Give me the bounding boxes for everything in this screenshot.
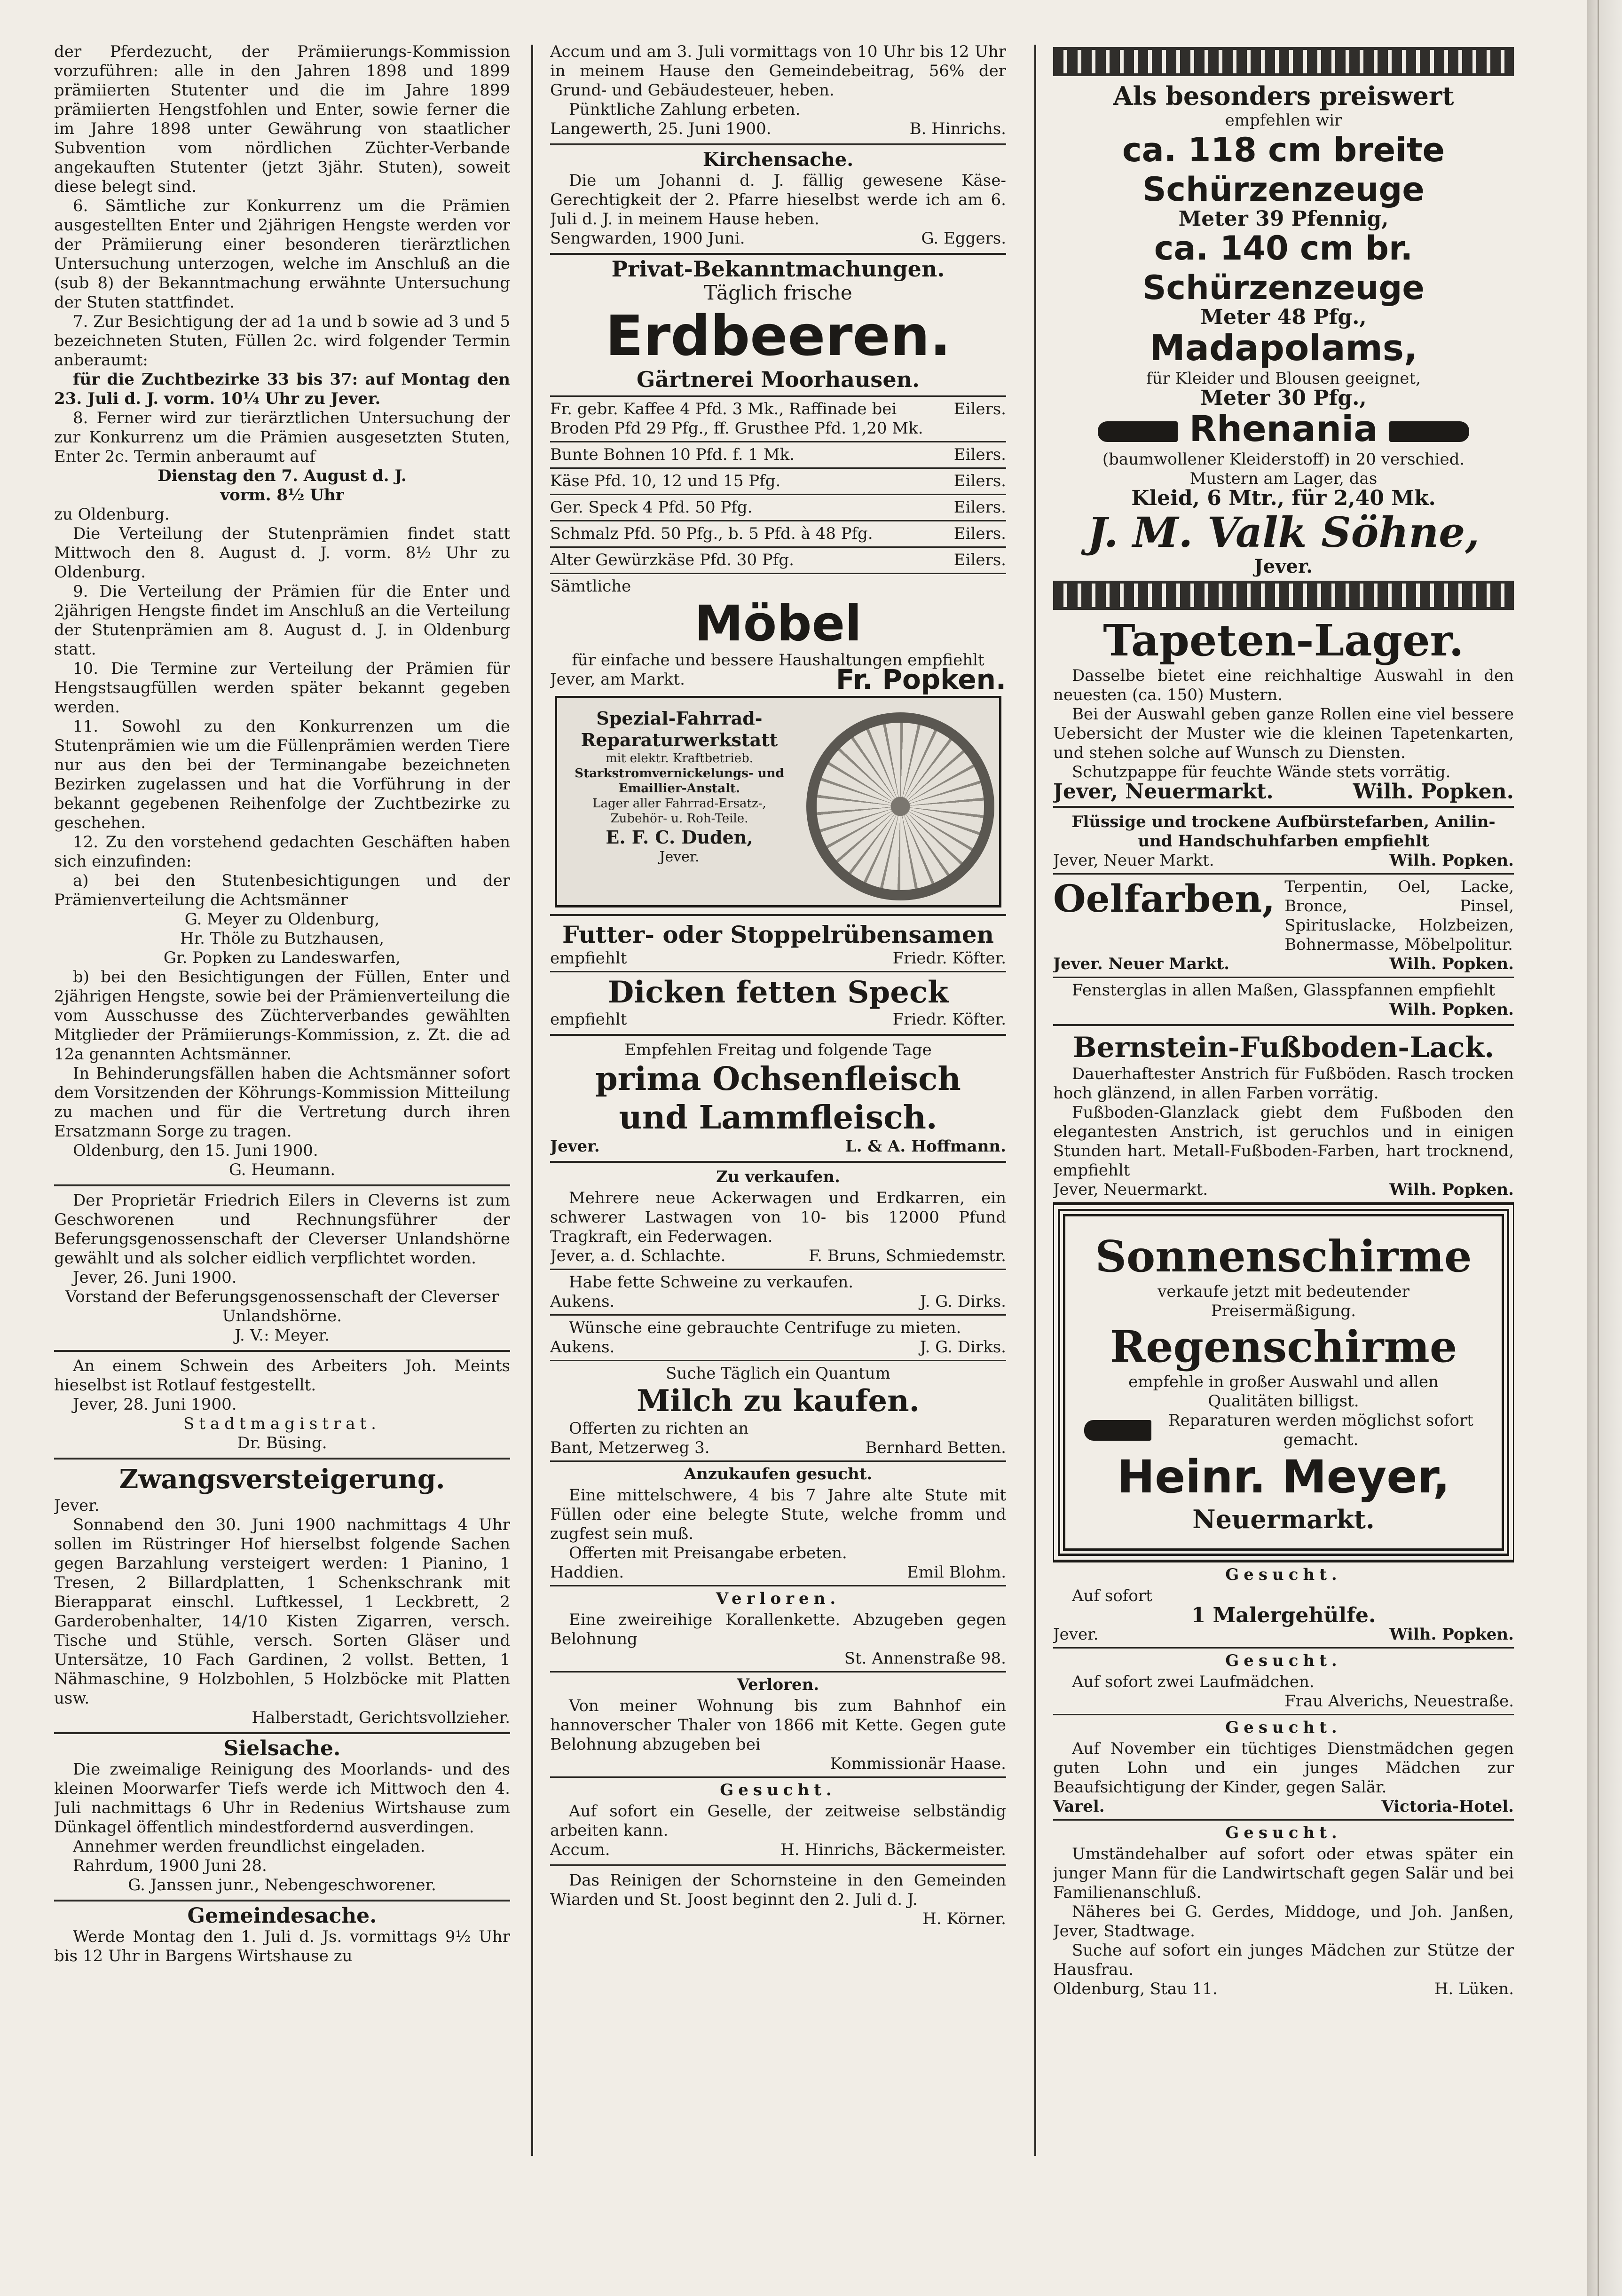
signature: J. G. Dirks. bbox=[920, 1292, 1006, 1311]
price-text: Fr. gebr. Kaffee 4 Pfd. 3 Mk., Raffinade bei Broden Pfd 29 Pfg., ff. Grusthee Pfd. 1,20 Mk. bbox=[550, 400, 923, 438]
text-paragraph: Die um Johanni d. J. fällig gewesene Käse-Gerechtigkeit der 2. Pfarre hieselbst werde ich am 6. Juli d. J. in meinem Hause heben. bbox=[550, 171, 1006, 229]
divider bbox=[1053, 1819, 1514, 1821]
signature: Wilh. Popken. bbox=[1389, 1000, 1514, 1019]
price-seller: Eilers. bbox=[953, 524, 1006, 543]
headline: Regenschirme bbox=[1110, 1321, 1457, 1372]
signature: J. M. Valk Söhne, bbox=[1087, 508, 1480, 557]
text-paragraph: a) bei den Stutenbesichtigungen und der Prämienverteilung die Achtsmänner bbox=[54, 871, 510, 909]
text-paragraph: Suche auf sofort ein junges Mädchen zur Stütze der Hausfrau. bbox=[1053, 1941, 1514, 1979]
place: Jever. bbox=[659, 849, 700, 865]
signature: J. V.: Meyer. bbox=[235, 1326, 330, 1345]
text-paragraph: 12. Zu den vorstehend gedachten Geschäften haben sich einzufinden: bbox=[54, 833, 510, 871]
price-seller: Eilers. bbox=[953, 472, 1006, 490]
text-line: zu Oldenburg. bbox=[54, 505, 170, 524]
text-paragraph: b) bei den Besichtigungen der Füllen, Enter und 2jährigen Hengste, sowie bei der Prämienverteilung die vom Ausschusse des Züchterverbandes gewählten Mitglieder der Prämiierungs-Kommission, z. Zt. die ad 12a genannten Achtsmänner. bbox=[54, 968, 510, 1064]
place-date: Langewerth, 25. Juni 1900. bbox=[550, 119, 772, 138]
price-line: Kleid, 6 Mtr., für 2,40 Mk. bbox=[1131, 486, 1436, 510]
text-paragraph: Eine zweireihige Korallenkette. Abzugeben gegen Belohnung bbox=[550, 1610, 1006, 1649]
signature: G. Janssen junr., Nebengeschworener. bbox=[128, 1876, 436, 1894]
heading: Gesucht. bbox=[720, 1781, 836, 1799]
text-line: Habe fette Schweine zu verkaufen. bbox=[569, 1273, 854, 1292]
heading: Verloren. bbox=[716, 1589, 841, 1608]
signature: Wilh. Popken. bbox=[1389, 1625, 1514, 1644]
text-paragraph: 6. Sämtliche zur Konkurrenz um die Prämien ausgestellten Enter und 2jährigen Hengste werden vor der Prämiierung einer besonderen tierärztlichen Untersuchung unterzogen, welche im Anschluß an die (sub 8) der Bekanntmachung erwähnte Untersuchung der Stuten stattfindet. bbox=[54, 197, 510, 312]
signature: F. Bruns, Schmiedemstr. bbox=[808, 1247, 1006, 1265]
divider bbox=[550, 1864, 1006, 1866]
headline: Tapeten-Lager. bbox=[1103, 615, 1464, 666]
heading: Gesucht. bbox=[1225, 1565, 1342, 1584]
text-line: Offerten mit Preisangabe erbeten. bbox=[569, 1544, 847, 1562]
text-line: Jever, 28. Juni 1900. bbox=[73, 1395, 237, 1414]
text-paragraph: An einem Schwein des Arbeiters Joh. Meints hieselbst ist Rotlauf festgestellt. bbox=[54, 1357, 510, 1395]
price-item bbox=[550, 400, 1006, 438]
divider bbox=[550, 971, 1006, 972]
signature: Emil Blohm. bbox=[907, 1563, 1006, 1582]
divider bbox=[54, 1350, 510, 1352]
text-line: Jever, 26. Juni 1900. bbox=[73, 1268, 237, 1287]
price-item bbox=[550, 524, 1006, 544]
divider bbox=[1053, 977, 1514, 978]
price-text: Alter Gewürzkäse Pfd. 30 Pfg. bbox=[550, 551, 794, 569]
text-paragraph: Accum und am 3. Juli vormittags von 10 Uhr bis 12 Uhr in meinem Hause den Gemeindebeitrag, 56% der Grund- und Gebäudesteuer, heben. bbox=[550, 42, 1006, 100]
price-item bbox=[550, 498, 1006, 517]
place: Jever, a. d. Schlachte. bbox=[550, 1247, 726, 1265]
text-line: Jever. bbox=[54, 1496, 100, 1515]
text-line: Vorstand der Beferungsgenossenschaft der Cleverser Unlandshörne. bbox=[65, 1287, 499, 1326]
oelfarben-block bbox=[1053, 877, 1514, 955]
signature: E. F. C. Duden, bbox=[606, 827, 753, 848]
heading: Verloren. bbox=[737, 1675, 819, 1694]
text-line: empfehlen wir bbox=[1225, 111, 1342, 130]
headline: Erdbeeren. bbox=[605, 303, 951, 368]
divider bbox=[550, 1161, 1006, 1163]
bicycle-advert bbox=[555, 696, 1001, 907]
place-date: Sengwarden, 1900 Juni. bbox=[550, 229, 745, 248]
signature: Friedr. Köfter. bbox=[892, 1010, 1006, 1029]
text-line: Pünktliche Zahlung erbeten. bbox=[569, 100, 801, 119]
signature: Heinr. Meyer, bbox=[1117, 1451, 1450, 1503]
text-paragraph: Eine mittelschwere, 4 bis 7 Jahre alte Stute mit Füllen oder eine belegte Stute, welche fromm und zugfest sein muß. bbox=[550, 1486, 1006, 1543]
divider bbox=[54, 1184, 510, 1186]
text-paragraph: Dasselbe bietet eine reichhaltige Auswahl in den neuesten (ca. 150) Mustern. bbox=[1053, 666, 1514, 704]
price-seller: Eilers. bbox=[953, 445, 1006, 464]
repair-line bbox=[1084, 1411, 1483, 1450]
divider bbox=[1053, 1647, 1514, 1649]
text-paragraph: Terpentin, Oel, Lacke, Bronce, Pinsel, Spirituslacke, Holzbeizen, Bohnermasse, Möbelpolitur. bbox=[1284, 877, 1514, 954]
text-line: G. Meyer zu Oldenburg, bbox=[184, 910, 380, 929]
divider bbox=[550, 1585, 1006, 1586]
signature-row bbox=[550, 1563, 1006, 1582]
text-paragraph: Von meiner Wohnung bis zum Bahnhof ein hannoverscher Thaler von 1866 mit Kette. Gegen gute Belohnung abzugeben bei bbox=[550, 1696, 1006, 1754]
signature: G. Heumann. bbox=[228, 1160, 336, 1179]
text-line: Dienstag den 7. August d. J. bbox=[157, 466, 407, 485]
text-line: Auf sofort zwei Laufmädchen. bbox=[1072, 1673, 1315, 1691]
price-item bbox=[550, 445, 1006, 465]
signature: J. G. Dirks. bbox=[920, 1338, 1006, 1357]
divider bbox=[54, 1732, 510, 1734]
price-text: Schmalz Pfd. 50 Pfg., b. 5 Pfd. à 48 Pfg. bbox=[550, 524, 873, 543]
price-text: Ger. Speck 4 Pfd. 50 Pfg. bbox=[550, 498, 753, 517]
text-paragraph: empfehle in großer Auswahl und allen Qualitäten billigst. bbox=[1128, 1373, 1439, 1411]
place: Neuermarkt. bbox=[1192, 1504, 1375, 1534]
ornament-border bbox=[1053, 47, 1514, 76]
divider bbox=[550, 573, 1006, 574]
signature: Wilh. Popken. bbox=[1353, 780, 1514, 804]
column-rule bbox=[1034, 45, 1036, 2156]
signature-row bbox=[550, 1247, 1006, 1266]
signature-row bbox=[1053, 780, 1514, 804]
heading: Zu verkaufen. bbox=[716, 1168, 840, 1186]
text-line: Suche Täglich ein Quantum bbox=[666, 1364, 890, 1383]
divider bbox=[550, 1314, 1006, 1316]
heading: Gesucht. bbox=[1225, 1718, 1342, 1737]
signature: Bernhard Betten. bbox=[865, 1438, 1006, 1457]
text-paragraph: 10. Die Termine zur Verteilung der Prämien für Hengstsaugfüllen werden später bekannt gegeben werden. bbox=[54, 659, 510, 717]
signature-row bbox=[550, 119, 1006, 139]
text-paragraph: Der Proprietär Friedrich Eilers in Cleverns ist zum Geschworenen und Rechnungsführer der Beferungsgenossenschaft der Cleverser Unlandshörne gewählt und als solcher eidlich verpflichtet worden. bbox=[54, 1191, 510, 1268]
signature-row bbox=[550, 1438, 1006, 1458]
price-list bbox=[550, 400, 1006, 570]
divider bbox=[550, 1360, 1006, 1361]
headline: Als besonders preiswert bbox=[1113, 81, 1454, 111]
text-line: für einfache und bessere Haushaltungen empfiehlt bbox=[572, 651, 984, 670]
text-paragraph: Näheres bei G. Gerdes, Middoge, und Joh. Janßen, Jever, Stadtwage. bbox=[1053, 1902, 1514, 1941]
divider bbox=[1053, 873, 1514, 875]
divider bbox=[550, 143, 1006, 145]
headline: Madapolams, bbox=[1150, 327, 1417, 369]
headline: Oelfarben, bbox=[1053, 876, 1276, 921]
text-paragraph: Fußboden-Glanzlack giebt dem Fußboden den elegantesten Anstrich, ist geruchlos und in einigen Stunden hart. Metall-Fußboden-Farben, hart trocknend, empfiehlt bbox=[1053, 1103, 1514, 1180]
signature: Dr. Büsing. bbox=[237, 1434, 327, 1452]
headline: ca. 118 cm breite Schürzenzeuge bbox=[1122, 131, 1445, 209]
headline: Milch zu kaufen. bbox=[637, 1383, 920, 1419]
text-line: Auf sofort bbox=[1072, 1586, 1152, 1605]
headline: und Lammfleisch. bbox=[619, 1099, 937, 1136]
price-line: Meter 39 Pfennig, bbox=[1178, 207, 1389, 231]
headline: Futter- oder Stoppelrübensamen bbox=[562, 921, 994, 948]
headline: 1 Malergehülfe. bbox=[1191, 1603, 1376, 1627]
heading: Gesucht. bbox=[1225, 1651, 1342, 1670]
signature-row bbox=[550, 1137, 1006, 1156]
text-paragraph: 9. Die Verteilung der Prämien für die Enter und 2jährigen Hengste findet im Anschluß an die Verteilung der Stutenprämien am 8. August d. J. in Oldenburg statt. bbox=[54, 582, 510, 659]
divider bbox=[550, 546, 1006, 548]
signature-row bbox=[550, 229, 1006, 248]
place: Accum. bbox=[550, 1840, 610, 1859]
headline: Rhenania bbox=[1189, 408, 1378, 450]
price-text: Bunte Bohnen 10 Pfd. f. 1 Mk. bbox=[550, 445, 795, 464]
text-paragraph: Auf November ein tüchtiges Dienstmädchen gegen guten Lohn und ein junges Mädchen zur Beaufsichtigung der Kinder, gegen Salär. bbox=[1053, 1739, 1514, 1797]
text-line: Sämtliche bbox=[550, 577, 631, 596]
place: Jever. bbox=[1053, 1625, 1099, 1644]
signature: Wilh. Popken. bbox=[1389, 955, 1514, 973]
place: Jever. Neuer Markt. bbox=[1053, 955, 1230, 973]
place: Varel. bbox=[1053, 1797, 1105, 1816]
text-line: Annehmer werden freundlichst eingeladen. bbox=[73, 1837, 425, 1856]
text-paragraph: Sonnabend den 30. Juni 1900 nachmittags 4 Uhr sollen im Rüstringer Hof hierselbst folgende Sachen gegen Barzahlung versteigert werden: 1 Pianino, 1 Tresen, 2 Billardplatten, 1 Schenkschrank mit Bierapparat einschl. Luftkessel, 1 Leckbrett, 2 Garderobenhalter, 14/10 Kisten Zigarren, versch. Tische und Stühle, versch. Sorten Gläser und Untersätze, 10 Fach Gardinen, 2 vollst. Betten, 1 Nähmaschine, 9 Holzbohlen, 5 Holzböcke mit Platten usw. bbox=[54, 1515, 510, 1708]
text-line: Stadtmagistrat. bbox=[183, 1414, 381, 1433]
signature-row bbox=[1053, 1797, 1514, 1816]
column-left bbox=[54, 42, 510, 2268]
place: Jever, Neuermarkt. bbox=[1053, 1180, 1208, 1199]
text-line: Starkstromvernickelungs- und Emaillier-Anstalt. bbox=[575, 766, 784, 796]
pointing-hand-icon bbox=[1389, 421, 1469, 442]
divider bbox=[550, 395, 1006, 397]
column-middle bbox=[550, 42, 1006, 2268]
divider bbox=[550, 1776, 1006, 1778]
signature-row bbox=[1053, 1625, 1514, 1644]
heading: Kirchensache. bbox=[702, 149, 854, 171]
signature: Halberstadt, Gerichtsvollzieher. bbox=[252, 1708, 510, 1727]
text-line: Wünsche eine gebrauchte Centrifuge zu mieten. bbox=[569, 1318, 961, 1337]
divider bbox=[1053, 806, 1514, 808]
advert-title: Spezial-Fahrrad-Reparaturwerkstatt bbox=[581, 708, 778, 750]
bicycle-wheel-icon bbox=[806, 712, 994, 900]
text-line: Empfehlen Freitag und folgende Tage bbox=[624, 1041, 932, 1059]
text-paragraph: Die zweimalige Reinigung des Moorlands- und des kleinen Moorwarfer Tiefs werde ich Mittwoch den 4. Juli nachmittags 6 Uhr in Redenius Wirtshause zum Dünkagel öffentlich mindestfordernd ausverdingen. bbox=[54, 1760, 510, 1837]
headline: Möbel bbox=[694, 595, 862, 652]
text-paragraph: Fensterglas in allen Maßen, Glasspfannen empfiehlt bbox=[1072, 981, 1496, 1000]
heading: Gesucht. bbox=[1225, 1823, 1342, 1842]
text-line: Rahrdum, 1900 Juni 28. bbox=[73, 1856, 267, 1875]
text-line: vorm. 8½ Uhr bbox=[220, 486, 344, 505]
rhenania-line bbox=[1053, 408, 1514, 450]
signature: Fr. Popken. bbox=[835, 663, 1006, 695]
pointing-hand-icon bbox=[1098, 421, 1178, 442]
text-line: Hr. Thöle zu Butzhausen, bbox=[180, 929, 385, 948]
divider bbox=[550, 914, 1006, 916]
signature: Wilh. Popken. bbox=[1389, 851, 1514, 870]
headline: ca. 140 cm br. Schürzenzeuge bbox=[1142, 229, 1425, 307]
column-right bbox=[1053, 42, 1514, 2268]
signature: Victoria-Hotel. bbox=[1381, 1797, 1514, 1816]
text-line: empfiehlt bbox=[550, 1010, 627, 1029]
price-item bbox=[550, 551, 1006, 570]
divider bbox=[550, 1671, 1006, 1673]
pointing-hand-icon bbox=[1084, 1420, 1151, 1441]
signature: G. Eggers. bbox=[921, 229, 1006, 248]
divider bbox=[550, 1034, 1006, 1036]
headline: Sonnenschirme bbox=[1095, 1231, 1472, 1282]
umbrella-advert bbox=[1058, 1209, 1509, 1556]
ornament-border bbox=[1053, 581, 1514, 610]
text-line: Lager aller Fahrrad-Ersatz-, Zubehör- u. Roh-Teile. bbox=[592, 797, 766, 826]
divider bbox=[550, 253, 1006, 255]
place: Jever, am Markt. bbox=[550, 670, 685, 689]
signature-row bbox=[550, 1010, 1006, 1029]
text-paragraph: Bei der Auswahl geben ganze Rollen eine viel bessere Uebersicht der Muster wie die kleinen Tapetenkarten, und stehen solche auf Wunsch zu Diensten. bbox=[1053, 705, 1514, 762]
signature-row bbox=[550, 663, 1006, 695]
signature: Kommissionär Haase. bbox=[830, 1754, 1006, 1773]
divider bbox=[550, 467, 1006, 469]
headline: Bernstein-Fußboden-Lack. bbox=[1072, 1031, 1495, 1064]
heading: Sielsache. bbox=[223, 1736, 341, 1760]
signature: H. Lüken. bbox=[1434, 1980, 1514, 1998]
place: Jever, Neuer Markt. bbox=[1053, 851, 1214, 870]
signature-row bbox=[550, 1292, 1006, 1311]
column-rule bbox=[531, 45, 533, 2156]
divider bbox=[550, 1460, 1006, 1462]
place: Jever. bbox=[1254, 555, 1313, 577]
signature: Gärtnerei Moorhausen. bbox=[636, 367, 920, 392]
text-paragraph: Das Reinigen der Schornsteine in den Gemeinden Wiarden und St. Joost beginnt den 2. Juli d. J. bbox=[550, 1871, 1006, 1909]
headline: Dicken fetten Speck bbox=[607, 975, 949, 1010]
divider bbox=[550, 441, 1006, 442]
signature: B. Hinrichs. bbox=[909, 119, 1006, 138]
text-line: Reparaturen werden möglichst sofort gemacht. bbox=[1168, 1411, 1473, 1449]
text-paragraph: 11. Sowohl zu den Konkurrenzen um die Stutenprämien wie um die Füllenprämien werden Tiere nur aus den bei der Terminangabe bezeichneten Bezirken zugelassen und hat die Vorführung in der bekannt gegebenen Reihenfolge der Zuchtbezirke zu geschehen. bbox=[54, 717, 510, 832]
price-item bbox=[550, 472, 1006, 491]
heading: Gemeindesache. bbox=[187, 1904, 377, 1928]
price-line: Meter 30 Pfg., bbox=[1200, 386, 1367, 410]
signature-row bbox=[1053, 1980, 1514, 1999]
text-line: Offerten zu richten an bbox=[569, 1419, 749, 1438]
divider bbox=[550, 494, 1006, 495]
text-paragraph: 7. Zur Besichtigung der ad 1a und b sowie ad 3 und 5 bezeichneten Stuten, Füllen 2c. wird folgender Termin anberaumt: bbox=[54, 312, 510, 370]
price-text: Käse Pfd. 10, 12 und 15 Pfg. bbox=[550, 472, 781, 490]
signature: Frau Alverichs, Neuestraße. bbox=[1284, 1692, 1514, 1711]
text-line: mit elektr. Kraftbetrieb. bbox=[605, 751, 754, 765]
text-paragraph: der Pferdezucht, der Prämiierungs-Kommission vorzuführen: alle in den Jahren 1898 und 1899 prämiierten Stutenter und die im Jahre 1899 prämiierten Hengstfohlen und Enter, sowie ferner die im Jahre 1898 unter Gewährung von staatlicher Subvention vom nördlichen Züchter-Verbande angekauften Stutenter (jetzt 3jähr. Stuten), soweit diese belegt sind. bbox=[54, 42, 510, 196]
signature: L. & A. Hoffmann. bbox=[845, 1137, 1006, 1156]
signature: H. Körner. bbox=[922, 1909, 1006, 1928]
place: Jever. bbox=[550, 1137, 600, 1156]
headline: prima Ochsenfleisch bbox=[595, 1060, 961, 1098]
place: Haddien. bbox=[550, 1563, 624, 1582]
divider bbox=[550, 1269, 1006, 1270]
text-line: Gr. Popken zu Landeswarfen, bbox=[163, 948, 401, 967]
text-line: Schutzpappe für feuchte Wände stets vorrätig. bbox=[1072, 763, 1451, 781]
place: Bant, Metzerweg 3. bbox=[550, 1438, 710, 1457]
text-paragraph: Flüssige und trockene Aufbürstefarben, Anilin- und Handschuhfarben empfiehlt bbox=[1071, 813, 1496, 851]
text-paragraph: Auf sofort ein Geselle, der zeitweise selbständig arbeiten kann. bbox=[550, 1802, 1006, 1840]
price-line: Meter 48 Pfg., bbox=[1200, 305, 1367, 329]
signature-row bbox=[1053, 851, 1514, 870]
signature: Wilh. Popken. bbox=[1389, 1180, 1514, 1199]
signature-row bbox=[1053, 1180, 1514, 1199]
text-line: Mustern am Lager, das bbox=[1189, 469, 1378, 488]
divider bbox=[54, 1900, 510, 1901]
place: Aukens. bbox=[550, 1338, 615, 1357]
text-line: Oldenburg, den 15. Juni 1900. bbox=[73, 1141, 318, 1160]
text-line: Täglich frische bbox=[704, 281, 852, 304]
price-seller: Eilers. bbox=[953, 498, 1006, 517]
divider bbox=[54, 1458, 510, 1460]
price-seller: Eilers. bbox=[953, 400, 1006, 418]
place: Aukens. bbox=[550, 1292, 615, 1311]
text-paragraph: Dauerhaftester Anstrich für Fußböden. Rasch trocken hoch glänzend, in allen Farben vorrätig. bbox=[1053, 1065, 1514, 1103]
text-paragraph: Umständehalber auf sofort oder etwas später ein junger Mann für die Landwirtschaft gegen Salär und bei Familienanschluß. bbox=[1053, 1845, 1514, 1902]
text-paragraph: Werde Montag den 1. Juli d. Js. vormittags 9½ Uhr bis 12 Uhr in Bargens Wirtshause zu bbox=[54, 1927, 510, 1965]
text-line: (baumwollener Kleiderstoff) in 20 verschied. bbox=[1102, 450, 1465, 469]
divider bbox=[1053, 1714, 1514, 1715]
signature-row bbox=[550, 949, 1006, 968]
text-paragraph: für die Zuchtbezirke 33 bis 37: auf Montag den 23. Juli d. J. vorm. 10¼ Uhr zu Jever. bbox=[54, 370, 510, 408]
divider bbox=[1053, 1024, 1514, 1026]
heading: Zwangsversteigerung. bbox=[119, 1464, 445, 1495]
text-paragraph: Die Verteilung der Stutenprämien findet statt Mittwoch den 8. August d. J. vorm. 8½ Uhr zu Oldenburg. bbox=[54, 524, 510, 582]
signature-row bbox=[550, 1840, 1006, 1860]
text-line: für Kleider und Blousen geeignet, bbox=[1146, 369, 1421, 388]
place: Oldenburg, Stau 11. bbox=[1053, 1980, 1218, 1998]
price-seller: Eilers. bbox=[953, 551, 1006, 569]
signature: Friedr. Köfter. bbox=[892, 949, 1006, 968]
text-paragraph: In Behinderungsfällen haben die Achtsmänner sofort dem Vorsitzenden der Köhrungs-Kommission Mitteilung zu machen und für die Vertretung durch ihren Ersatzmann Sorge zu tragen. bbox=[54, 1064, 510, 1141]
signature: H. Hinrichs, Bäckermeister. bbox=[780, 1840, 1006, 1859]
text-paragraph: Mehrere neue Ackerwagen und Erdkarren, ein schwerer Lastwagen von 10- bis 12000 Pfund Tragkraft, ein Federwagen. bbox=[550, 1189, 1006, 1246]
text-line: empfiehlt bbox=[550, 949, 627, 968]
signature-row bbox=[1053, 955, 1514, 974]
signature-row bbox=[550, 1338, 1006, 1357]
heading: Anzukaufen gesucht. bbox=[684, 1465, 873, 1483]
text-line: verkaufe jetzt mit bedeutender Preisermäßigung. bbox=[1157, 1282, 1409, 1320]
signature: St. Annenstraße 98. bbox=[844, 1649, 1006, 1668]
heading: Privat-Bekanntmachungen. bbox=[611, 256, 945, 282]
page-edge bbox=[1587, 0, 1622, 2296]
place: Jever, Neuermarkt. bbox=[1053, 780, 1274, 804]
text-paragraph: 8. Ferner wird zur tierärztlichen Untersuchung der zur Konkurrenz um die Prämien ausgesetzten Stuten, Enter 2c. Termin anberaumt auf bbox=[54, 409, 510, 466]
divider bbox=[550, 520, 1006, 521]
